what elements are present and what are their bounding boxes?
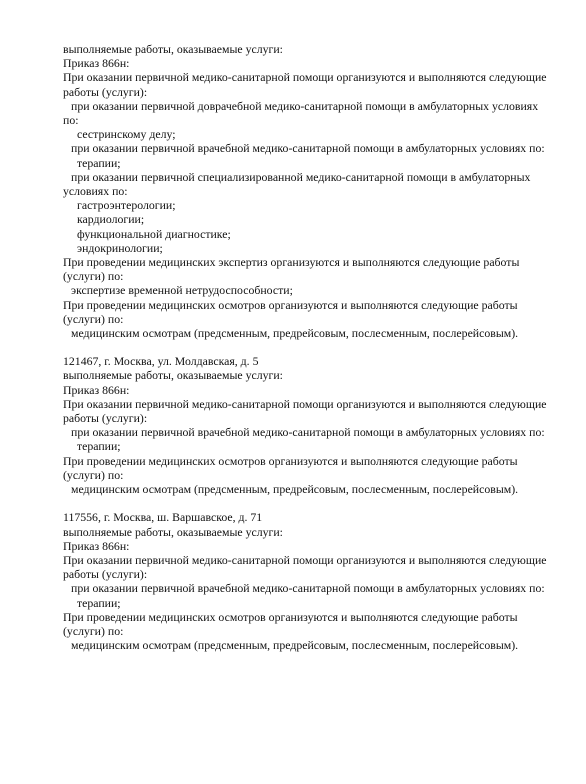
service-item: функциональной диагностике; [77,226,231,241]
subsection-text: при оказании первичной специализированной медико-санитарной помощи в амбулаторных [71,169,531,184]
order-ref: Приказ 866н: [63,56,130,71]
service-item: терапии; [77,595,121,610]
section-text: При проведении медицинских осмотров организуются и выполняются следующие работы [63,453,518,468]
section-text: (услуги) по: [63,269,124,284]
subsection-text: по: [63,113,79,128]
section-text: работы (услуги): [63,84,148,99]
service-item: гастроэнтерологии; [77,198,176,213]
section-text: работы (услуги): [63,411,148,426]
license-block-1 [0,42,586,340]
service-item: кардиологии; [77,212,145,227]
section-text: При проведении медицинских экспертиз организуются и выполняются следующие работы [63,255,520,270]
subsection-text: при оказании первичной врачебной медико-санитарной помощи в амбулаторных условиях по: [71,425,545,440]
subsection-text: при оказании первичной врачебной медико-санитарной помощи в амбулаторных условиях по: [71,581,545,596]
order-ref: Приказ 866н: [63,538,130,553]
service-item: сестринскому делу; [77,127,176,142]
section-text: При проведении медицинских осмотров организуются и выполняются следующие работы [63,609,518,624]
section-text: (услуги) по: [63,623,124,638]
works-header: выполняемые работы, оказываемые услуги: [63,42,283,56]
subsection-text: условиях по: [63,184,128,199]
service-item: медицинским осмотрам (предсменным, предрейсовым, послесменным, послерейсовым). [71,326,519,341]
service-item: терапии; [77,439,121,454]
document-page [0,42,586,652]
section-text: При оказании первичной медико-санитарной помощи организуются и выполняются следующие [63,70,547,85]
service-item: эндокринологии; [77,240,163,255]
section-text: (услуги) по: [63,311,124,326]
section-text: (услуги) по: [63,467,124,482]
license-block-3 [0,510,586,652]
address-line: 117556, г. Москва, ш. Варшавское, д. 71 [63,510,263,525]
service-item: экспертизе временной нетрудоспособности; [71,283,293,298]
address-line: 121467, г. Москва, ул. Молдавская, д. 5 [63,354,259,369]
service-item: медицинским осмотрам (предсменным, предрейсовым, послесменным, послерейсовым). [71,482,519,497]
order-ref: Приказ 866н: [63,382,130,397]
section-text: При проведении медицинских осмотров организуются и выполняются следующие работы [63,297,518,312]
works-header: выполняемые работы, оказываемые услуги: [63,368,283,383]
service-item: терапии; [77,155,121,170]
section-text: При оказании первичной медико-санитарной помощи организуются и выполняются следующие [63,396,547,411]
works-header: выполняемые работы, оказываемые услуги: [63,524,283,539]
subsection-text: при оказании первичной доврачебной медико-санитарной помощи в амбулаторных условиях [71,98,539,113]
section-text: работы (услуги): [63,567,148,582]
service-item: медицинским осмотрам (предсменным, предрейсовым, послесменным, послерейсовым). [71,638,519,653]
section-text: При оказании первичной медико-санитарной помощи организуются и выполняются следующие [63,552,547,567]
license-block-2 [0,354,586,496]
subsection-text: при оказании первичной врачебной медико-санитарной помощи в амбулаторных условиях по: [71,141,545,156]
